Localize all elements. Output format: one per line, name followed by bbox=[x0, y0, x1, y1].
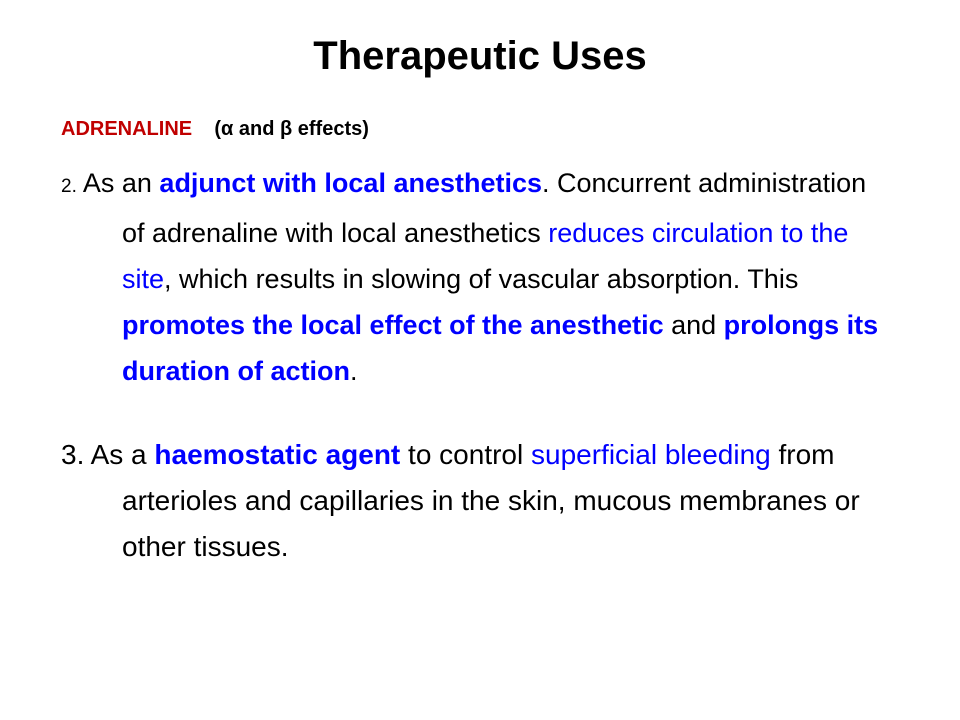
highlight-reduces-circulation: reduces circulation to the site bbox=[122, 218, 849, 294]
text-segment: As a bbox=[84, 439, 155, 470]
text-segment: , which results in slowing of vascular absorption. This bbox=[164, 264, 799, 294]
highlight-adjunct: adjunct with local anesthetics bbox=[159, 168, 543, 198]
text-segment: . Concurrent administration of adrenaline with local anesthetics bbox=[122, 168, 867, 248]
list-item-3-number: 3. bbox=[61, 439, 85, 470]
list-item-3 bbox=[61, 432, 891, 570]
text-segment: to control bbox=[400, 439, 531, 470]
subtitle-drug: ADRENALINE bbox=[61, 118, 193, 140]
list-item-3-text bbox=[61, 432, 891, 570]
subtitle bbox=[61, 114, 369, 144]
list-item-2 bbox=[61, 160, 891, 394]
text-segment: . bbox=[349, 356, 358, 386]
text-segment: from arterioles and capillaries in the skin, mucous membranes or other tissues. bbox=[122, 439, 860, 562]
text-segment: As an bbox=[76, 168, 160, 198]
highlight-promotes-effect: promotes the local effect of the anesthetic bbox=[122, 310, 664, 340]
highlight-prolongs-duration: prolongs its duration of action bbox=[122, 310, 879, 386]
subtitle-effects: (α and β effects) bbox=[214, 118, 369, 140]
text-segment: and bbox=[663, 310, 724, 340]
list-item-2-text bbox=[61, 160, 891, 394]
highlight-haemostatic-agent: haemostatic agent bbox=[154, 439, 401, 470]
highlight-superficial-bleeding: superficial bleeding bbox=[531, 439, 771, 470]
subtitle-separator bbox=[198, 118, 209, 140]
slide-title: Therapeutic Uses bbox=[313, 34, 647, 78]
list-item-2-number: 2. bbox=[61, 176, 77, 197]
